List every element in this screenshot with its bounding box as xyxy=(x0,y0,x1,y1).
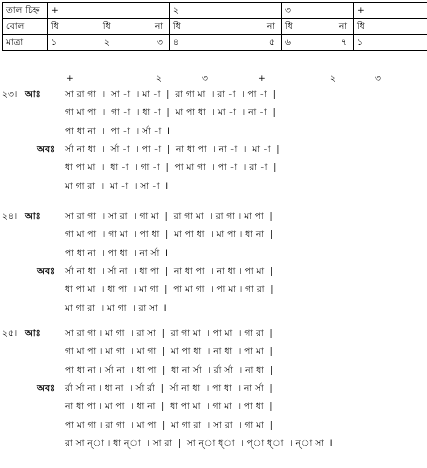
tala-cell xyxy=(170,19,282,35)
notation-text: পা মা গা । রা গা । মা পা | মা গা রা । সা রা । গা মা | xyxy=(65,419,273,431)
tala-cell-item: ৫ xyxy=(269,36,275,48)
notation-text: পা ধা না । পা -া । র্সা -া I xyxy=(65,125,170,137)
beat-marker: ২ xyxy=(330,73,336,84)
notation-line xyxy=(0,347,427,359)
tala-row-label: বোল xyxy=(3,19,48,35)
notation-text: গা মা পা । গা মা । পা ধা | মা পা ধা । মা পা । ধা না | xyxy=(65,229,273,241)
notation-line xyxy=(0,145,427,157)
notation-text: ধা পা মা । ধা -া । গা -া | পা মা গা । পা -া । রা -া | xyxy=(65,162,277,174)
tala-cell-item: না xyxy=(338,20,347,32)
line-label: অবঃ xyxy=(37,265,55,277)
beat-header-row xyxy=(0,74,427,86)
tala-cell-item: ধি xyxy=(51,20,59,32)
beat-marker: ৩ xyxy=(202,73,208,84)
tala-cell xyxy=(354,19,427,35)
notation-text: পা ধা না । র্সা না । ধা পা | ধা না র্সা । র্রা র্সা । না ধা | xyxy=(65,364,273,376)
notation-line xyxy=(0,329,427,341)
beat-marker: + xyxy=(66,73,74,84)
tala-table xyxy=(2,2,427,51)
notation-line xyxy=(0,304,427,316)
notation-line xyxy=(0,402,427,414)
notation-text: ধা পা মা । ধা পা । মা গা | পা মা গা । পা মা । গা রা | xyxy=(65,284,274,296)
tala-cell-item: ধি xyxy=(285,20,293,32)
tala-row xyxy=(3,19,427,35)
tala-cell xyxy=(354,3,427,19)
tala-cell-item: ৩ xyxy=(285,4,291,16)
notation-text: র্রা র্সা না । ধা না । র্সা র্রা | র্সা না ধা । পা ধা । না র্সা | xyxy=(65,382,273,394)
beat-marker: + xyxy=(258,73,266,84)
notation-line xyxy=(0,384,427,396)
tala-cell-item: ৬ xyxy=(285,36,291,48)
tala-row xyxy=(3,3,427,19)
notation-line xyxy=(0,212,427,224)
tala-cell xyxy=(170,3,282,19)
notation-line xyxy=(0,249,427,261)
tala-cell xyxy=(282,19,354,35)
notation-text: র্সা না ধা । র্সা না । ধা পা | না ধা পা । না ধা । পা মা | xyxy=(65,265,274,277)
tala-row xyxy=(3,35,427,51)
notation-text: সা রা গা । মা গা । রা সা | রা গা মা । পা মা । গা রা | xyxy=(65,328,273,339)
tala-row-label: তাল চিহ্ন xyxy=(3,3,48,19)
tala-cell xyxy=(282,35,354,51)
tala-cell-item: ৪ xyxy=(173,36,179,48)
beat-marker: ২ xyxy=(156,73,162,84)
notation-line xyxy=(0,421,427,433)
tala-cell xyxy=(170,35,282,51)
notation-text: রা সা ন্া । ধা ন্া । সা রা | সা ন্া ধ্া । প্া ধ্া । ন্া সা I xyxy=(65,437,333,449)
tala-row-label: মাত্রা xyxy=(3,35,48,51)
tala-cell-item: + xyxy=(357,4,365,16)
line-label: অবঃ xyxy=(37,382,55,394)
notation-line xyxy=(0,230,427,242)
notation-line xyxy=(0,163,427,175)
notation-text: গা মা পা । মা গা । মা গা | মা পা ধা । না ধা । পা মা | xyxy=(65,346,273,358)
tala-cell-item: না xyxy=(154,20,163,32)
tala-cell xyxy=(48,19,170,35)
exercise-number: ২৪। xyxy=(2,211,18,222)
line-label: আঃ xyxy=(25,89,41,100)
beat-marker: ৩ xyxy=(375,73,381,84)
tala-cell-item: ধি xyxy=(102,20,111,32)
tala-cell xyxy=(48,35,170,51)
notation-text: সা রা গা । সা -া । মা -া | রা গা মা । রা -া । পা -া | xyxy=(65,89,276,100)
notation-line xyxy=(0,439,427,451)
tala-cell-item: ১ xyxy=(357,36,363,48)
exercise-number: ২৫। xyxy=(2,328,18,339)
tala-cell-item: ধি xyxy=(173,20,181,32)
line-label: অবঃ xyxy=(37,143,55,155)
notation-text: পা ধা না । পা ধা । না র্সা I xyxy=(65,247,168,259)
notation-text: মা গা রা । মা গা । রা সা I xyxy=(65,302,167,314)
tala-cell-item: ৭ xyxy=(341,36,347,48)
notation-text: গা মা পা । গা -া । ধা -া | মা পা ধা । মা -া । না -া | xyxy=(65,107,276,119)
line-label: আঃ xyxy=(25,211,41,222)
notation-line xyxy=(0,267,427,279)
tala-cell xyxy=(354,35,427,51)
tala-cell-item: না xyxy=(266,20,275,32)
notation-text: র্সা না ধা । র্সা -া । পা -া | না ধা পা । না -া । মা -া | xyxy=(65,143,280,155)
exercise-number: ২৩। xyxy=(2,89,18,100)
tala-cell xyxy=(48,3,170,19)
notation-line xyxy=(0,108,427,120)
notation-text: সা রা গা । সা রা । গা মা | রা গা মা । রা গা । মা পা | xyxy=(65,211,273,222)
tala-cell-item: ধি xyxy=(357,20,365,32)
notation-line xyxy=(0,182,427,194)
notation-text: না ধা পা । মা পা । ধা না | ধা পা মা । গা মা । পা ধা | xyxy=(65,401,273,413)
tala-cell xyxy=(282,3,354,19)
tala-cell-item: ৩ xyxy=(157,36,163,48)
notation-line xyxy=(0,90,427,102)
tala-cell-item: ২ xyxy=(104,36,110,48)
tala-cell-item: + xyxy=(51,4,59,16)
line-label: আঃ xyxy=(25,328,41,339)
notation-line xyxy=(0,127,427,139)
notation-line xyxy=(0,366,427,378)
notation-line xyxy=(0,285,427,297)
notation-text: মা গা রা । মা -া । সা -া I xyxy=(65,180,169,192)
tala-cell-item: ২ xyxy=(173,4,179,16)
tala-cell-item: ১ xyxy=(51,36,57,48)
